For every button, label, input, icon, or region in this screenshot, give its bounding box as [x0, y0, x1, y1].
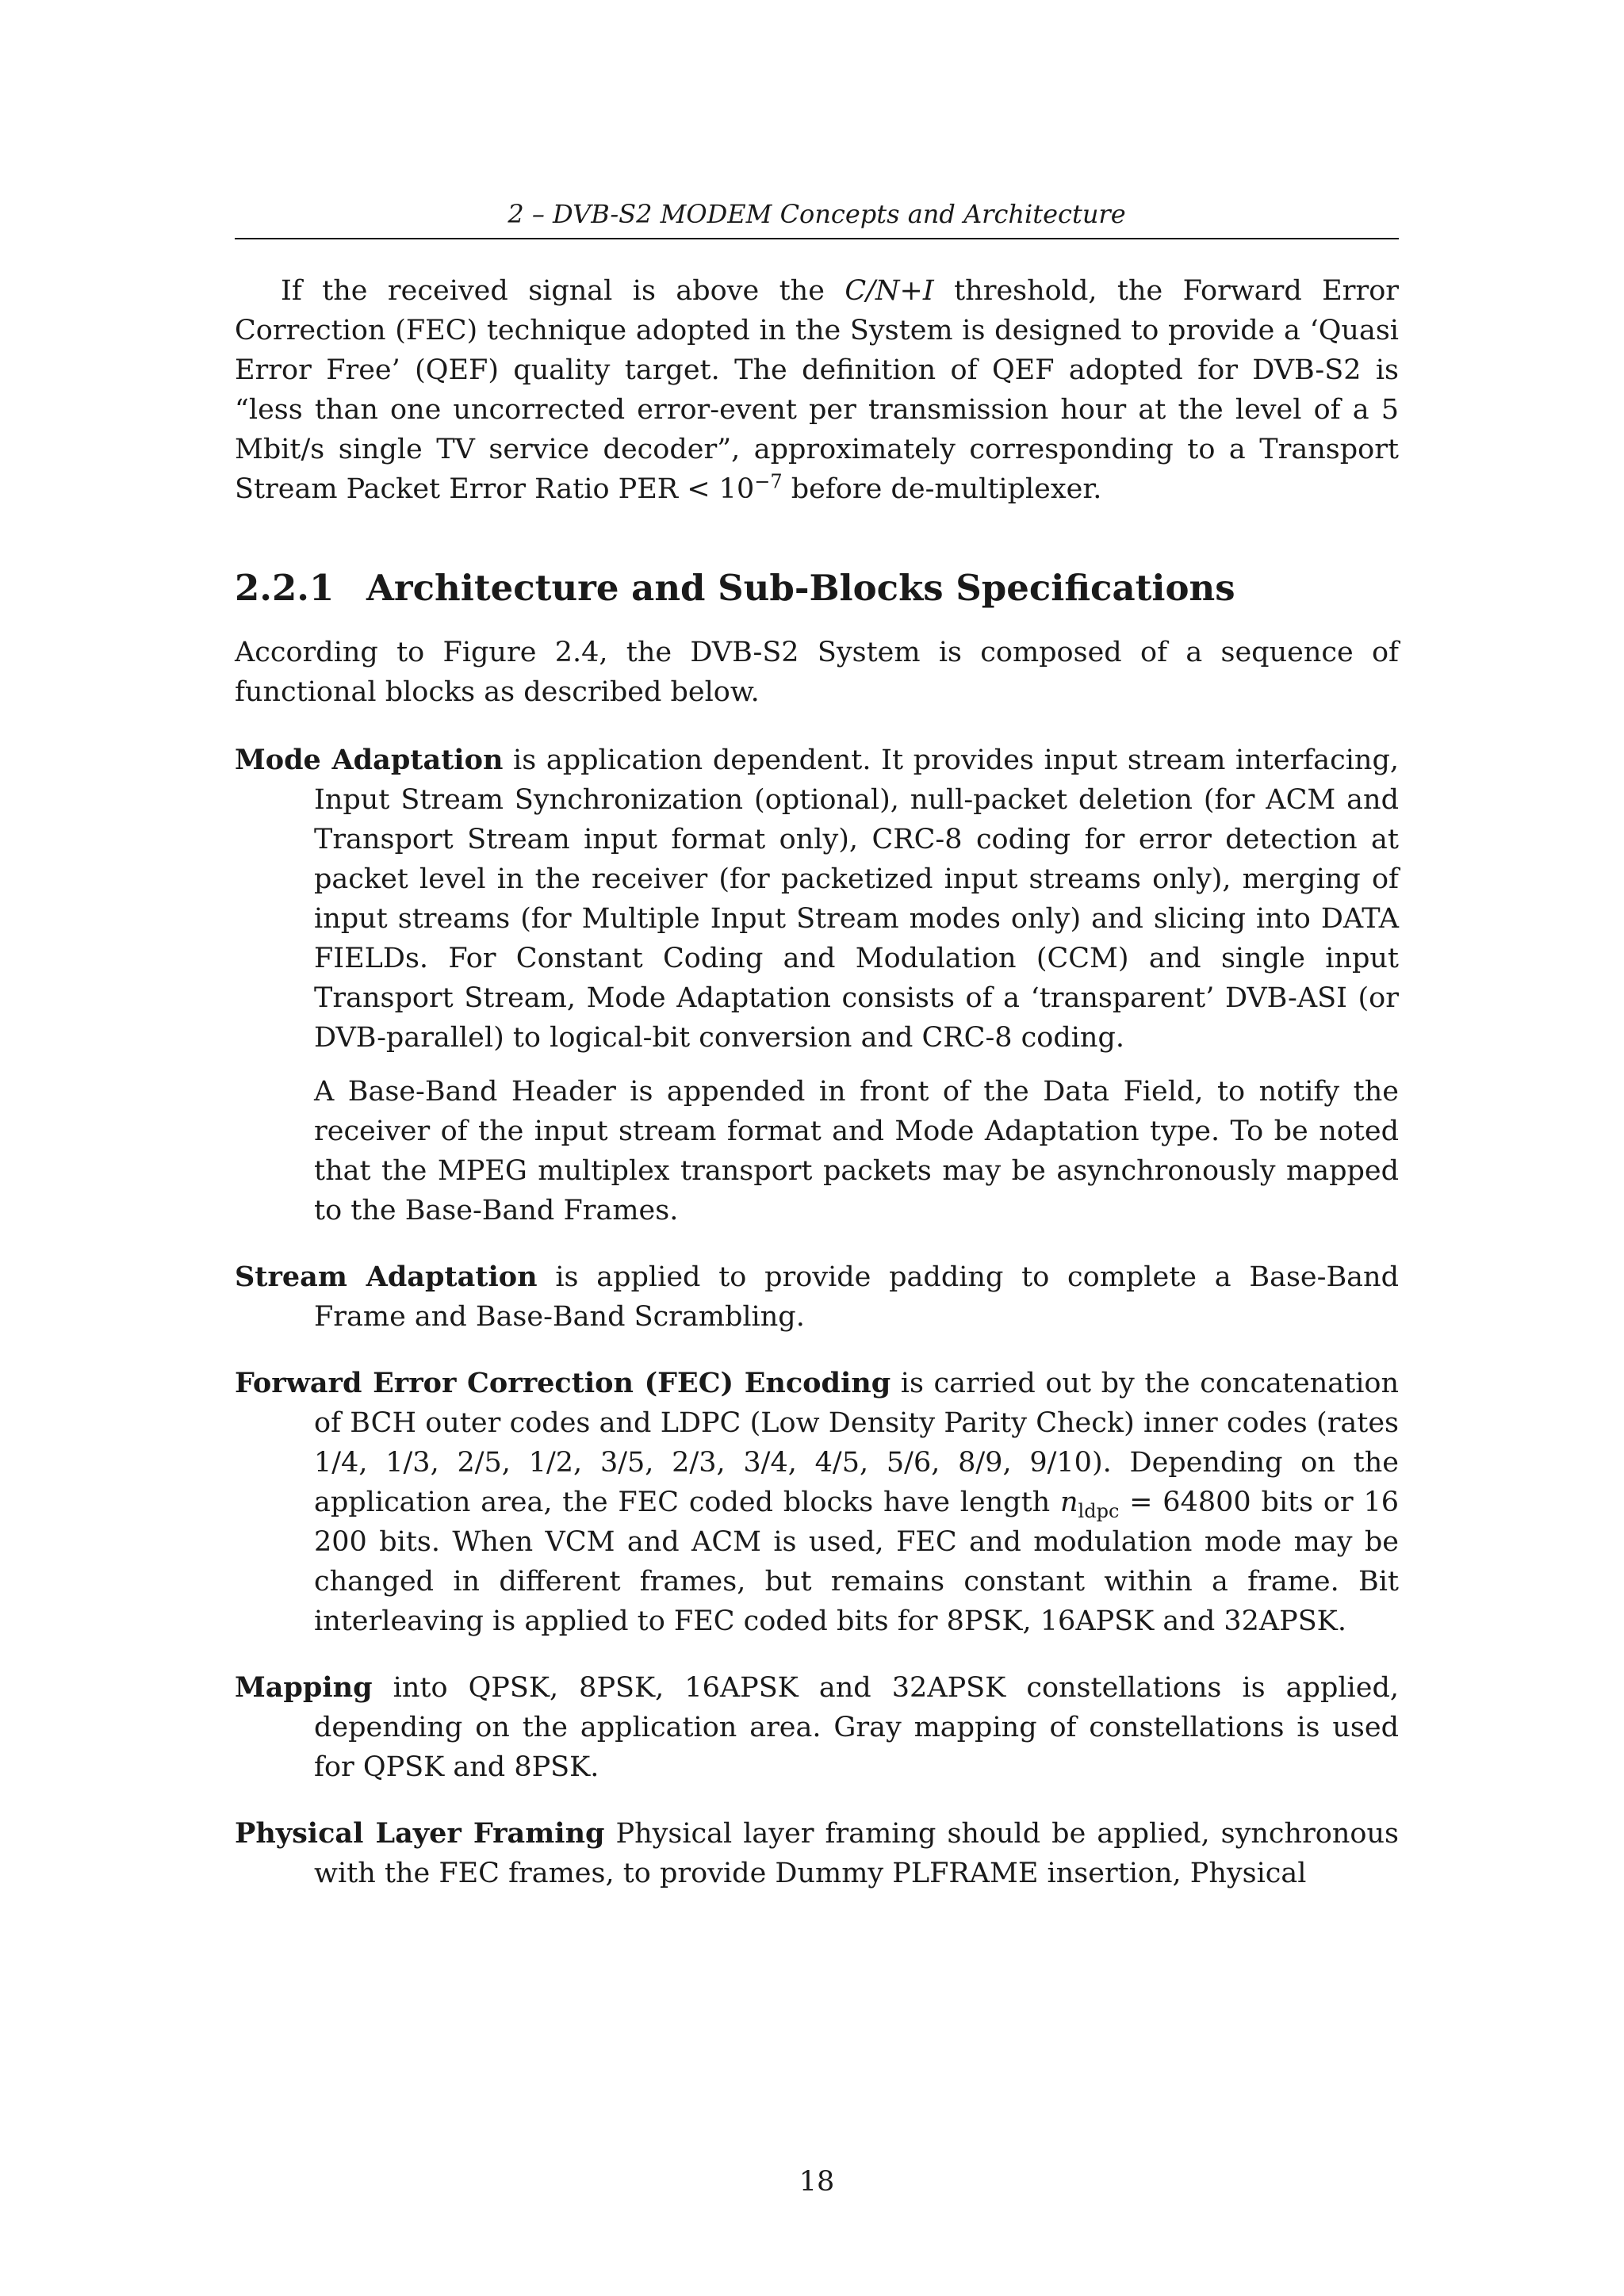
mode-adaptation-continuation: A Base-Band Header is appended in front of the Data Field, to notify the receiver of the input stream format and Mode Adaptation type. To be noted that the MPEG multiplex transport packets may be asynchronously mapped to the Base-Band Frames.	[314, 1076, 1399, 1226]
n-ldpc-math: n	[1060, 1487, 1078, 1518]
intro-text-2: threshold, the Forward Error Correction (FEC) technique adopted in the System is designed to provide a ‘Quasi Error Free’ (QEF) quality target. The definition of QEF adopted for DVB-S2 is “less than one uncorrected error-event per transmission hour at the level of a 5 Mbit/s single TV service decoder”, approximately corresponding to a Transport Stream Packet Error Ratio PER < 10	[235, 275, 1399, 505]
section-lead: According to Figure 2.4, the DVB-S2 System is composed of a sequence of functional blocks as described below.	[235, 637, 1399, 708]
list-item	[235, 1364, 1399, 1641]
fec-encoding-paragraph	[235, 1364, 1399, 1641]
list-item	[235, 1668, 1399, 1787]
section-title: Architecture and Sub-Blocks Specifications	[366, 567, 1235, 609]
mapping-text: into QPSK, 8PSK, 16APSK and 32APSK constellations is applied, depending on the application area. Gray mapping of constellations is used for QPSK and 8PSK.	[314, 1672, 1399, 1783]
list-item	[235, 740, 1399, 1230]
per-exponent: −7	[754, 470, 783, 493]
list-item	[235, 1257, 1399, 1337]
n-ldpc-subscript: ldpc	[1078, 1500, 1120, 1522]
intro-text-3: before de-multiplexer.	[782, 473, 1102, 505]
page-body	[235, 198, 1399, 2198]
stream-adaptation-text: is applied to provide padding to complete a Base-Band Frame and Base-Band Scrambling.	[314, 1261, 1399, 1333]
section-number: 2.2.1	[235, 567, 335, 609]
mode-adaptation-term: Mode Adaptation	[235, 744, 504, 776]
stream-adaptation-paragraph	[235, 1257, 1399, 1337]
mode-adaptation-paragraph	[235, 740, 1399, 1058]
running-head: 2 – DVB-S2 MODEM Concepts and Architecture	[235, 198, 1399, 239]
fec-encoding-term: Forward Error Correction (FEC) Encoding	[235, 1367, 891, 1399]
intro-paragraph	[235, 271, 1399, 509]
pl-framing-text: Physical layer framing should be applied, synchronous with the FEC frames, to provide Dummy PLFRAME insertion, Physical	[314, 1818, 1399, 1889]
mode-adaptation-text: is application dependent. It provides input stream interfacing, Input Stream Synchronization (optional), null-packet deletion (for ACM and Transport Stream input format only), CRC-8 coding for error detection at packet level in the receiver (for packetized input streams only), merging of input streams (for Multiple Input Stream modes only) and slicing into DATA FIELDs. For Constant Coding and Modulation (CCM) and single input Transport Stream, Mode Adaptation consists of a ‘transparent’ DVB-ASI (or DVB-parallel) to logical-bit conversion and CRC-8 coding.	[314, 744, 1399, 1054]
page-number: 18	[799, 2166, 835, 2198]
fec-encoding-text-a: is carried out by the concatenation of BCH outer codes and LDPC (Low Density Parity Check) inner codes (rates 1/4, 1/3, 2/5, 1/2, 3/5, 2/3, 3/4, 4/5, 5/6, 8/9, 9/10). Depending on the application area, the FEC coded blocks have length	[314, 1368, 1399, 1518]
mapping-term: Mapping	[235, 1671, 373, 1704]
pl-framing-term: Physical Layer Framing	[235, 1817, 605, 1850]
cni-math: C/N+I	[845, 275, 934, 307]
pl-framing-paragraph	[235, 1814, 1399, 1893]
section-heading	[235, 566, 1399, 610]
mapping-paragraph	[235, 1668, 1399, 1787]
fec-encoding-text-b: = 64800 bits or 16 200 bits. When VCM and ACM is used, FEC and modulation mode may be changed in different frames, but remains constant within a frame. Bit interleaving is applied to FEC coded bits for 8PSK, 16APSK and 32APSK.	[314, 1487, 1399, 1637]
intro-text-1: If the received signal is above the	[281, 275, 845, 307]
list-item	[235, 1814, 1399, 1893]
stream-adaptation-term: Stream Adaptation	[235, 1261, 538, 1293]
description-list	[235, 740, 1399, 1893]
